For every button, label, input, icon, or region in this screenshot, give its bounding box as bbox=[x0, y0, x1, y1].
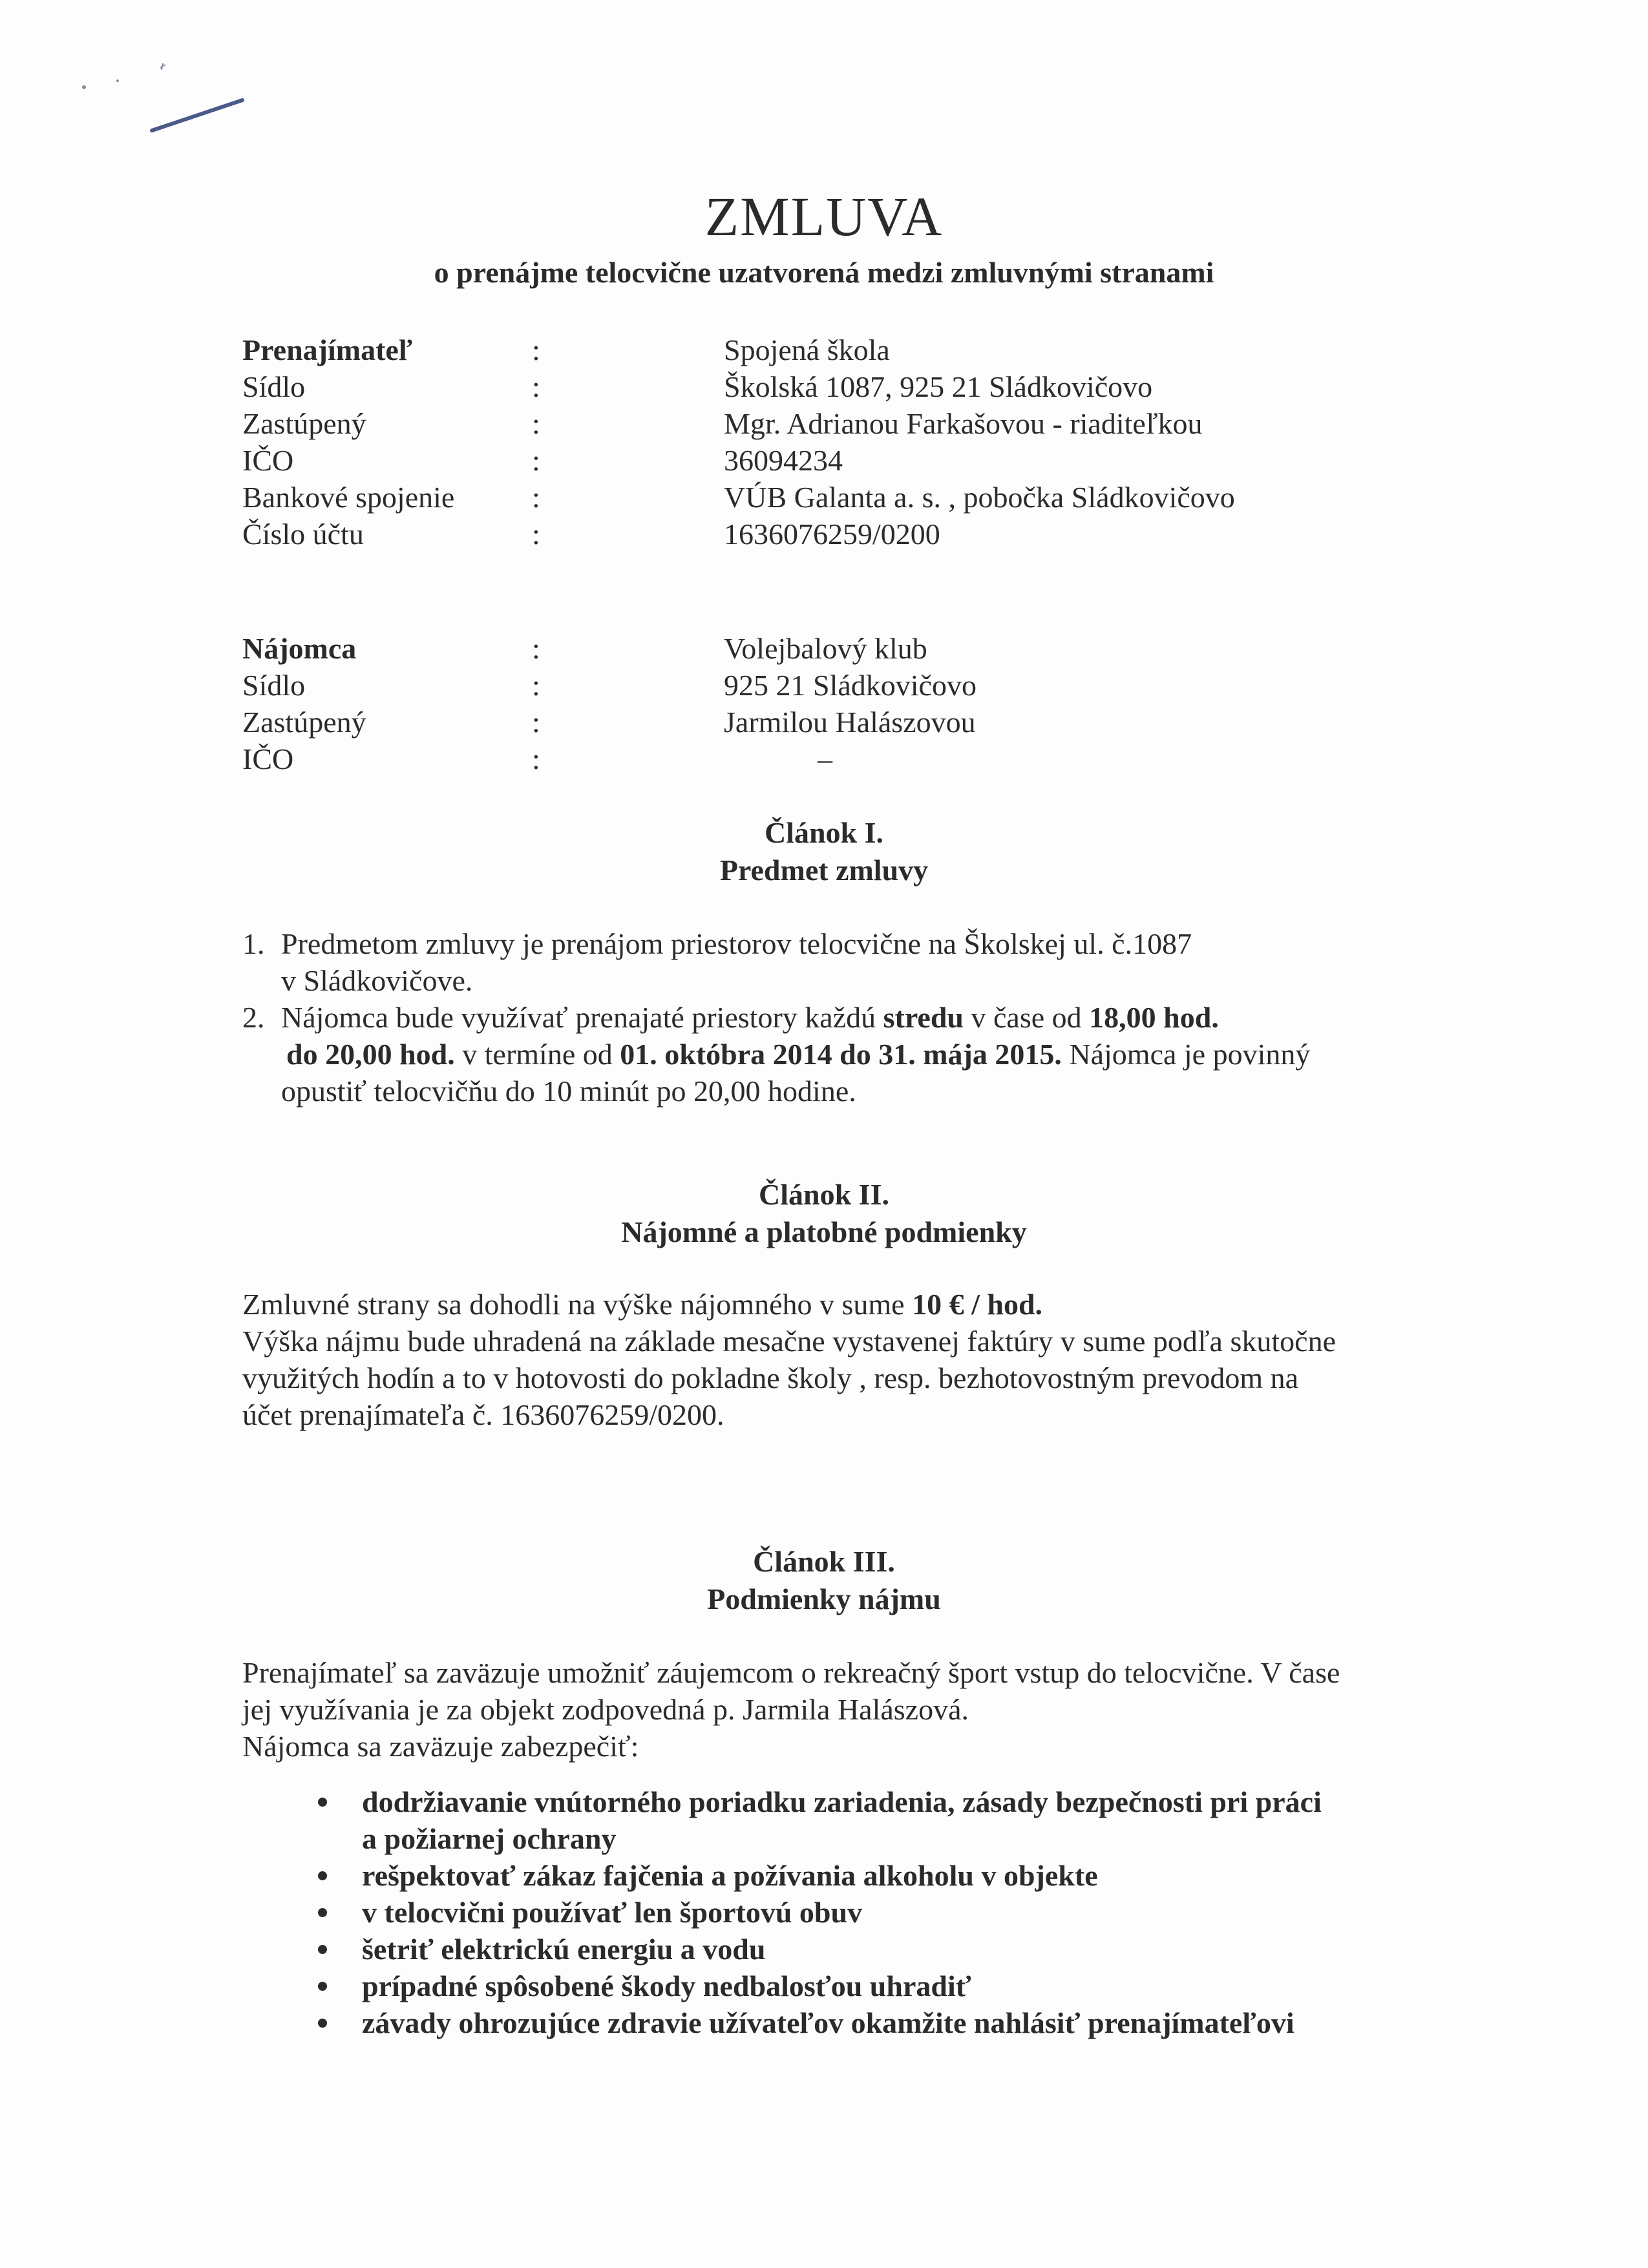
colon: : bbox=[532, 444, 540, 477]
list-item bbox=[310, 2004, 1474, 2041]
represented-value: Jarmilou Halászovou bbox=[724, 706, 976, 739]
list-item bbox=[310, 1968, 1474, 2004]
paragraph-line: Výška nájmu bude uhradená na základe mesačne vystavenej faktúry v sume podľa skutočne bbox=[242, 1325, 1336, 1358]
landlord-account-row bbox=[242, 516, 1535, 552]
tenant-label: Nájomca bbox=[242, 632, 357, 665]
colon: : bbox=[532, 706, 540, 739]
ico-label: IČO bbox=[242, 444, 294, 477]
landlord-label: Prenajímateľ bbox=[242, 333, 413, 366]
article-1-list bbox=[242, 925, 1470, 1109]
bullet-text: v telocvični používať len športovú obuv bbox=[362, 1896, 863, 1929]
colon: : bbox=[532, 669, 540, 702]
paragraph bbox=[242, 1286, 1470, 1323]
bullet-icon bbox=[318, 1908, 327, 1917]
bullet-text: prípadné spôsobené škody nedbalosťou uhradiť bbox=[362, 1969, 971, 2002]
ico-value: – bbox=[818, 742, 832, 775]
article-1-heading: Predmet zmluvy bbox=[719, 854, 929, 887]
bold-run: 18,00 hod. bbox=[1089, 1001, 1219, 1034]
represented-value: Mgr. Adrianou Farkašovou - riaditeľkou bbox=[724, 407, 1203, 440]
colon: : bbox=[532, 370, 540, 403]
paragraph-line: Prenajímateľ sa zaväzuje umožniť záujemcom o rekreačný šport vstup do telocvične. V čase bbox=[242, 1656, 1340, 1689]
seat-value: 925 21 Sládkovičovo bbox=[724, 669, 977, 702]
pen-mark-doodle bbox=[65, 45, 259, 149]
article-3-text bbox=[242, 1654, 1470, 1765]
item-text-line: v Sládkovičove. bbox=[281, 964, 473, 997]
document-subtitle: o prenájme telocvične uzatvorená medzi zmluvnými stranami bbox=[434, 256, 1214, 289]
paragraph-line: jej využívania je za objekt zodpovedná p. Jarmila Halászová. bbox=[242, 1693, 969, 1726]
landlord-seat-row bbox=[242, 368, 1535, 405]
seat-value: Školská 1087, 925 21 Sládkovičovo bbox=[724, 370, 1153, 403]
tenant-ico-row bbox=[242, 740, 1535, 777]
bullet-icon bbox=[318, 1945, 327, 1954]
bank-label: Bankové spojenie bbox=[242, 481, 455, 514]
paragraph-line: Nájomca sa zaväzuje zabezpečiť: bbox=[242, 1730, 639, 1763]
bold-run: do 20,00 hod. bbox=[286, 1038, 455, 1071]
bank-value: VÚB Galanta a. s. , pobočka Sládkovičovo bbox=[724, 481, 1235, 514]
list-item bbox=[242, 999, 1470, 1109]
text-run: Zmluvné strany sa dohodli na výške nájomného v sume bbox=[242, 1288, 913, 1321]
bullet-text: šetriť elektrickú energiu a vodu bbox=[362, 1933, 766, 1966]
article-3-number: Článok III. bbox=[753, 1545, 895, 1578]
item-text-line bbox=[281, 999, 1470, 1036]
list-item bbox=[310, 1894, 1474, 1931]
bullet-text: dodržiavanie vnútorného poriadku zariadenia, zásady bezpečnosti pri práci bbox=[362, 1785, 1322, 1818]
item-number: 2. bbox=[242, 1001, 265, 1034]
item-number: 1. bbox=[242, 927, 265, 960]
article-3-heading: Podmienky nájmu bbox=[707, 1582, 941, 1615]
text-run: Nájomca je povinný bbox=[1061, 1038, 1311, 1071]
account-value: 1636076259/0200 bbox=[724, 518, 940, 551]
seat-label: Sídlo bbox=[242, 669, 306, 702]
landlord-value: Spojená škola bbox=[724, 333, 890, 366]
article-2-number: Článok II. bbox=[759, 1178, 889, 1211]
landlord-represented-row bbox=[242, 405, 1535, 442]
text-run: Nájomca bude využívať prenajaté priestory každú bbox=[281, 1001, 883, 1034]
document-title: ZMLUVA bbox=[704, 185, 944, 247]
item-text-line bbox=[286, 1036, 1470, 1073]
bullet-text: a požiarnej ochrany bbox=[362, 1822, 617, 1855]
colon: : bbox=[532, 481, 540, 514]
list-item bbox=[310, 1783, 1474, 1857]
landlord-ico-row bbox=[242, 442, 1535, 479]
article-1-number: Článok I. bbox=[764, 816, 884, 849]
text-run: v termíne od bbox=[454, 1038, 620, 1071]
colon: : bbox=[532, 518, 540, 551]
paragraph-line: využitých hodín a to v hotovosti do pokladne školy , resp. bezhotovostným prevodom na bbox=[242, 1361, 1299, 1394]
landlord-block bbox=[242, 331, 1535, 552]
ico-value: 36094234 bbox=[724, 444, 843, 477]
list-item bbox=[310, 1857, 1474, 1894]
bullet-text: závady ohrozujúce zdravie užívateľov okamžite nahlásiť prenajímateľovi bbox=[362, 2006, 1294, 2039]
tenant-represented-row bbox=[242, 704, 1535, 740]
tenant-seat-row bbox=[242, 667, 1535, 704]
bullet-icon bbox=[318, 1798, 327, 1807]
paragraph-line: účet prenajímateľa č. 1636076259/0200. bbox=[242, 1398, 724, 1431]
bullet-icon bbox=[318, 1982, 327, 1991]
list-item bbox=[310, 1931, 1474, 1968]
obligations-list bbox=[310, 1783, 1474, 2041]
bullet-icon bbox=[318, 1871, 327, 1880]
bold-run: 10 € / hod. bbox=[912, 1288, 1043, 1321]
bullet-text: rešpektovať zákaz fajčenia a požívania alkoholu v objekte bbox=[362, 1859, 1098, 1892]
tenant-value: Volejbalový klub bbox=[724, 632, 927, 665]
bullet-icon bbox=[318, 2019, 327, 2028]
item-text-line: opustiť telocvičňu do 10 minút po 20,00 hodine. bbox=[281, 1075, 856, 1108]
item-text-line: Predmetom zmluvy je prenájom priestorov telocvične na Školskej ul. č.1087 bbox=[281, 927, 1192, 960]
bold-run: stredu bbox=[883, 1001, 964, 1034]
tenant-block bbox=[242, 630, 1535, 777]
article-2-heading: Nájomné a platobné podmienky bbox=[621, 1215, 1027, 1248]
landlord-bank-row bbox=[242, 479, 1535, 516]
article-2-text bbox=[242, 1286, 1470, 1433]
represented-label: Zastúpený bbox=[242, 706, 366, 739]
landlord-row bbox=[242, 331, 1535, 368]
bold-run: 01. októbra 2014 do 31. mája 2015. bbox=[620, 1038, 1062, 1071]
seat-label: Sídlo bbox=[242, 370, 306, 403]
ico-label: IČO bbox=[242, 742, 294, 775]
list-item bbox=[242, 925, 1470, 999]
colon: : bbox=[532, 742, 540, 775]
text-run: v čase od bbox=[964, 1001, 1090, 1034]
account-label: Číslo účtu bbox=[242, 518, 364, 551]
tenant-row bbox=[242, 630, 1535, 667]
represented-label: Zastúpený bbox=[242, 407, 366, 440]
colon: : bbox=[532, 407, 540, 440]
colon: : bbox=[532, 333, 540, 366]
colon: : bbox=[532, 632, 540, 665]
